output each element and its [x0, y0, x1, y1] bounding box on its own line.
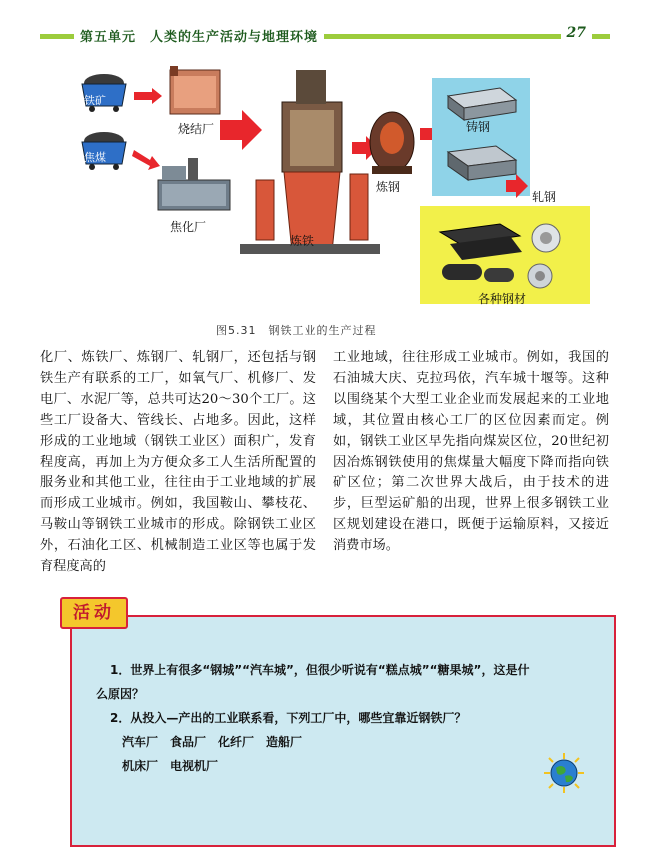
process-illustration — [70, 62, 610, 312]
page-header — [40, 25, 610, 45]
globe-icon — [543, 752, 585, 794]
coking-plant-icon — [158, 158, 230, 210]
activity-box — [70, 615, 616, 847]
big-arrow-icon — [220, 110, 262, 150]
steel-process-figure — [70, 62, 610, 312]
page-number: 27 — [561, 25, 592, 41]
chapter-title: 第五单元 人类的生产活动与地理环境 — [74, 26, 324, 45]
label-sintering-plant: 烧结厂 — [178, 122, 215, 136]
blast-furnace-icon — [240, 70, 380, 254]
sintering-plant-icon — [170, 66, 220, 114]
activity-title: 活动 — [60, 597, 128, 629]
activity-options-row-2: 机床厂 电视机厂 — [122, 759, 219, 773]
arrow-icon — [134, 88, 162, 104]
activity-question-2: 2．从投入—产出的工业联系看，下列工厂中，哪些宜靠近钢铁厂？ — [110, 711, 467, 725]
label-iron-ore: 铁矿 — [84, 94, 106, 107]
label-rolling: 轧钢 — [532, 190, 557, 204]
activity-question-1-line-2: 么原因？ — [96, 687, 145, 701]
figure-caption: 图5.31 钢铁工业的生产过程 — [216, 324, 377, 337]
label-coke-coal: 焦煤 — [84, 151, 106, 164]
steel-converter-icon — [370, 112, 414, 174]
arrow-icon — [132, 150, 160, 170]
label-steelmaking: 炼钢 — [376, 180, 401, 194]
body-text-left-column: 化厂、炼铁厂、炼钢厂、轧钢厂，还包括与钢铁生产有联系的工厂，如氧气厂、机修厂、发电厂、水泥厂等，总共可达20～30个工厂。这些工厂设备大、管线长、占地多。因此，这样形成的工业地域（钢铁工业区）面积广，发育程度高，再加上为方便众多工人生活所配置的服务业和其他工业，往往由于工业地域的扩展而形成工业城市。例如，我国鞍山、攀枝花、马鞍山等钢铁工业城市的形成。除钢铁工业区外，石油化工区、机械制造工业区等也属于发育程度高的 — [40, 350, 316, 575]
label-ironmaking: 炼铁 — [290, 234, 315, 248]
label-steel-products: 各种钢材 — [478, 292, 527, 306]
activity-question-1-line-1: 1．世界上有很多“钢城”“汽车城”，但很少听说有“糕点城”“糖果城”，这是什 — [110, 663, 530, 677]
activity-options-row-1: 汽车厂 食品厂 化纤厂 造船厂 — [122, 735, 303, 749]
label-coking-plant: 焦化厂 — [170, 220, 207, 234]
label-casting: 铸钢 — [466, 120, 491, 134]
body-text-right-column: 工业地域，往往形成工业城市。例如，我国的石油城大庆、克拉玛依，汽车城十堰等。这种以围绕某个大型工业企业而发展起来的工业地域，其位置由核心工厂的区位因素而定。例如，钢铁工业区早先指向煤炭区位，20世纪初因冶炼钢铁使用的焦煤量大幅度下降而指向铁矿区位；第二次世界大战后，由于技术的进步，巨型运矿船的出现，世界上很多钢铁工业区规划建设在港口，既便于运输原料，又接近消费市场。 — [333, 350, 609, 554]
